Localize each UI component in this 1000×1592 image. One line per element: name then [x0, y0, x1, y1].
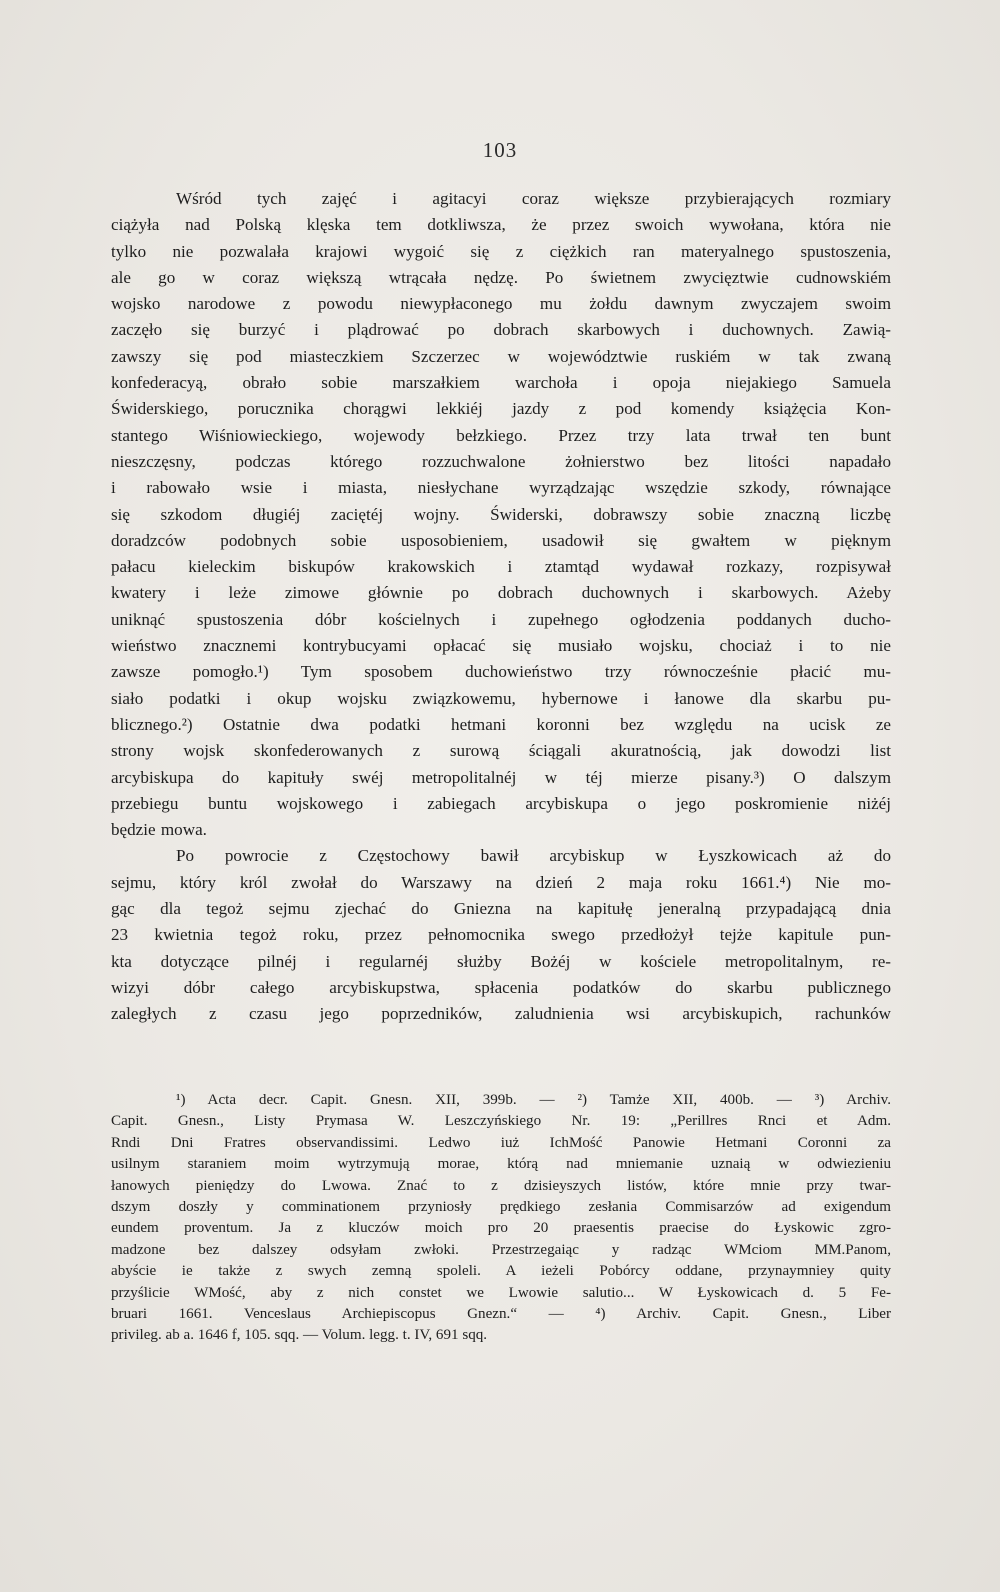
footnote-line: usilnym staraniem moim wytrzymują morae, którą nad mniemanie uznaią w odwiezieniu	[111, 1156, 891, 1173]
body-line: kta dotyczące pilnéj i regularnéj służby Bożéj w kościele metropolitalnym, re-	[111, 951, 891, 971]
footnote-line: madzone bez dalszey odsyłam zwłoki. Przestrzegaiąc y radząc WMciom MM.Panom,	[111, 1241, 891, 1258]
body-line: przebiegu buntu wojskowego i zabiegach arcybiskupa o jego poskromienie niżéj	[111, 793, 891, 813]
body-line: arcybiskupa do kapituły swéj metropolitalnéj w téj mierze pisany.³) O dalszym	[111, 767, 891, 787]
body-line: i rabowało wsie i miasta, niesłychane wyrządzając wszędzie szkody, równające	[111, 478, 891, 498]
footnote-line: Capit. Gnesn., Listy Prymasa W. Leszczyńskiego Nr. 19: „Perillres Rnci et Adm.	[111, 1113, 891, 1130]
body-line: ale go w coraz większą wtrącała nędzę. Po świetnem zwycięztwie cudnowskiém	[111, 267, 891, 287]
body-line: zaczęło się burzyć i plądrować po dobrach skarbowych i duchownych. Zawią-	[111, 320, 891, 340]
body-line: Po powrocie z Częstochowy bawił arcybiskup w Łyszkowicach aż do	[176, 846, 891, 866]
footnote-line: abyście ie także z swych zemną spoleli. A ieżeli Pobórcy oddane, przynaymniey quity	[111, 1263, 891, 1280]
body-line: zawsze pomogło.¹) Tym sposobem duchowieństwo trzy równocześnie płacić mu-	[111, 662, 891, 682]
body-line: siało podatki i okup wojsku związkowemu, hybernowe i łanowe dla skarbu pu-	[111, 688, 891, 708]
body-text	[111, 186, 891, 1028]
body-line: ciążyła nad Polską klęska tem dotkliwsza, że przez swoich wywołana, która nie	[111, 215, 891, 235]
footnotes	[111, 1090, 891, 1347]
footnote-line: przyślicie WMość, aby z nich constet we Lwowie salutio... W Łyskowicach d. 5 Fe-	[111, 1284, 891, 1301]
body-line: blicznego.²) Ostatnie dwa podatki hetmani koronni bez względu na ucisk ze	[111, 714, 891, 734]
body-line: tylko nie pozwalała krajowi wygoić się z ciężkich ran materyalnego spustoszenia,	[111, 241, 891, 261]
body-line: się szkodom długiéj zaciętéj wojny. Świderski, dobrawszy sobie znaczną liczbę	[111, 504, 891, 524]
body-line: doradzców podobnych sobie usposobieniem, usadowił się gwałtem w pięknym	[111, 530, 891, 550]
body-line: sejmu, który król zwołał do Warszawy na dzień 2 maja roku 1661.⁴) Nie mo-	[111, 872, 891, 892]
body-line: konfederacyą, obrało sobie marszałkiem warchoła i opoja niejakiego Samuela	[111, 373, 891, 393]
footnote-line: ¹) Acta decr. Capit. Gnesn. XII, 399b. — ²) Tamże XII, 400b. — ³) Archiv.	[176, 1092, 891, 1108]
footnote-line: łanowych pieniędzy do Lwowa. Znać to z dzisieyszych listów, które mnie przy twar-	[111, 1177, 891, 1194]
body-line: uniknąć spustoszenia dóbr kościelnych i zupełnego ogłodzenia poddanych ducho-	[111, 609, 891, 629]
body-line: strony wojsk skonfederowanych z surową ściągali akuratnością, jak dowodzi list	[111, 741, 891, 761]
body-line: kwatery i leże zimowe głównie po dobrach duchownych i skarbowych. Ażeby	[111, 583, 891, 603]
body-line: wojsko narodowe z powodu niewypłaconego mu żołdu dawnym zwyczajem swoim	[111, 294, 891, 314]
body-line: będzie mowa.	[111, 820, 207, 840]
footnote-line: bruari 1661. Venceslaus Archiepiscopus Gnezn.“ — ⁴) Archiv. Capit. Gnesn., Liber	[111, 1305, 891, 1322]
body-line: zawszy się pod miasteczkiem Szczerzec w województwie ruskiém w tak zwaną	[111, 346, 891, 366]
body-line: Świderskiego, porucznika chorągwi lekkiéj jazdy z pod komendy książęcia Kon-	[111, 399, 891, 419]
page-number: 103	[482, 138, 518, 162]
footnote-line: privileg. ab a. 1646 f, 105. sqq. — Volum. legg. t. IV, 691 sqq.	[111, 1327, 488, 1344]
body-line: wieństwo znacznemi kontrybucyami opłacać się musiało wojsku, chociaż i to nie	[111, 636, 891, 656]
body-line: stantego Wiśniowieckiego, wojewody bełzkiego. Przez trzy lata trwał ten bunt	[111, 425, 891, 445]
footnote-line: Rndi Dni Fratres observandissimi. Ledwo iuż IchMość Panowie Hetmani Coronni za	[111, 1134, 891, 1151]
body-line: nieszczęsny, podczas którego rozzuchwalone żołnierstwo bez litości napadało	[111, 451, 891, 471]
body-line: zaległych z czasu jego poprzedników, zaludnienia wsi arcybiskupich, rachunków	[111, 1004, 891, 1024]
footnote-line: dszym doszły y comminationem przyniosły prędkiego zesłania Commisarzów ad exigendum	[111, 1198, 891, 1215]
body-line: pałacu kieleckim biskupów krakowskich i ztamtąd wydawał rozkazy, rozpisywał	[111, 557, 891, 577]
body-line: gąc dla tegoż sejmu zjechać do Gniezna na kapitułę jeneralną przypadającą dnia	[111, 899, 891, 919]
body-line: wizyi dóbr całego arcybiskupstwa, spłacenia podatków do skarbu publicznego	[111, 977, 891, 997]
body-line: Wśród tych zajęć i agitacyi coraz większe przybierających rozmiary	[176, 189, 891, 208]
footnote-line: eundem proventum. Ja z kluczów moich pro 20 praesentis praecise do Łyskowic zgro-	[111, 1220, 891, 1237]
body-line: 23 kwietnia tegoż roku, przez pełnomocnika swego przedłożył tejże kapitule pun-	[111, 925, 891, 945]
